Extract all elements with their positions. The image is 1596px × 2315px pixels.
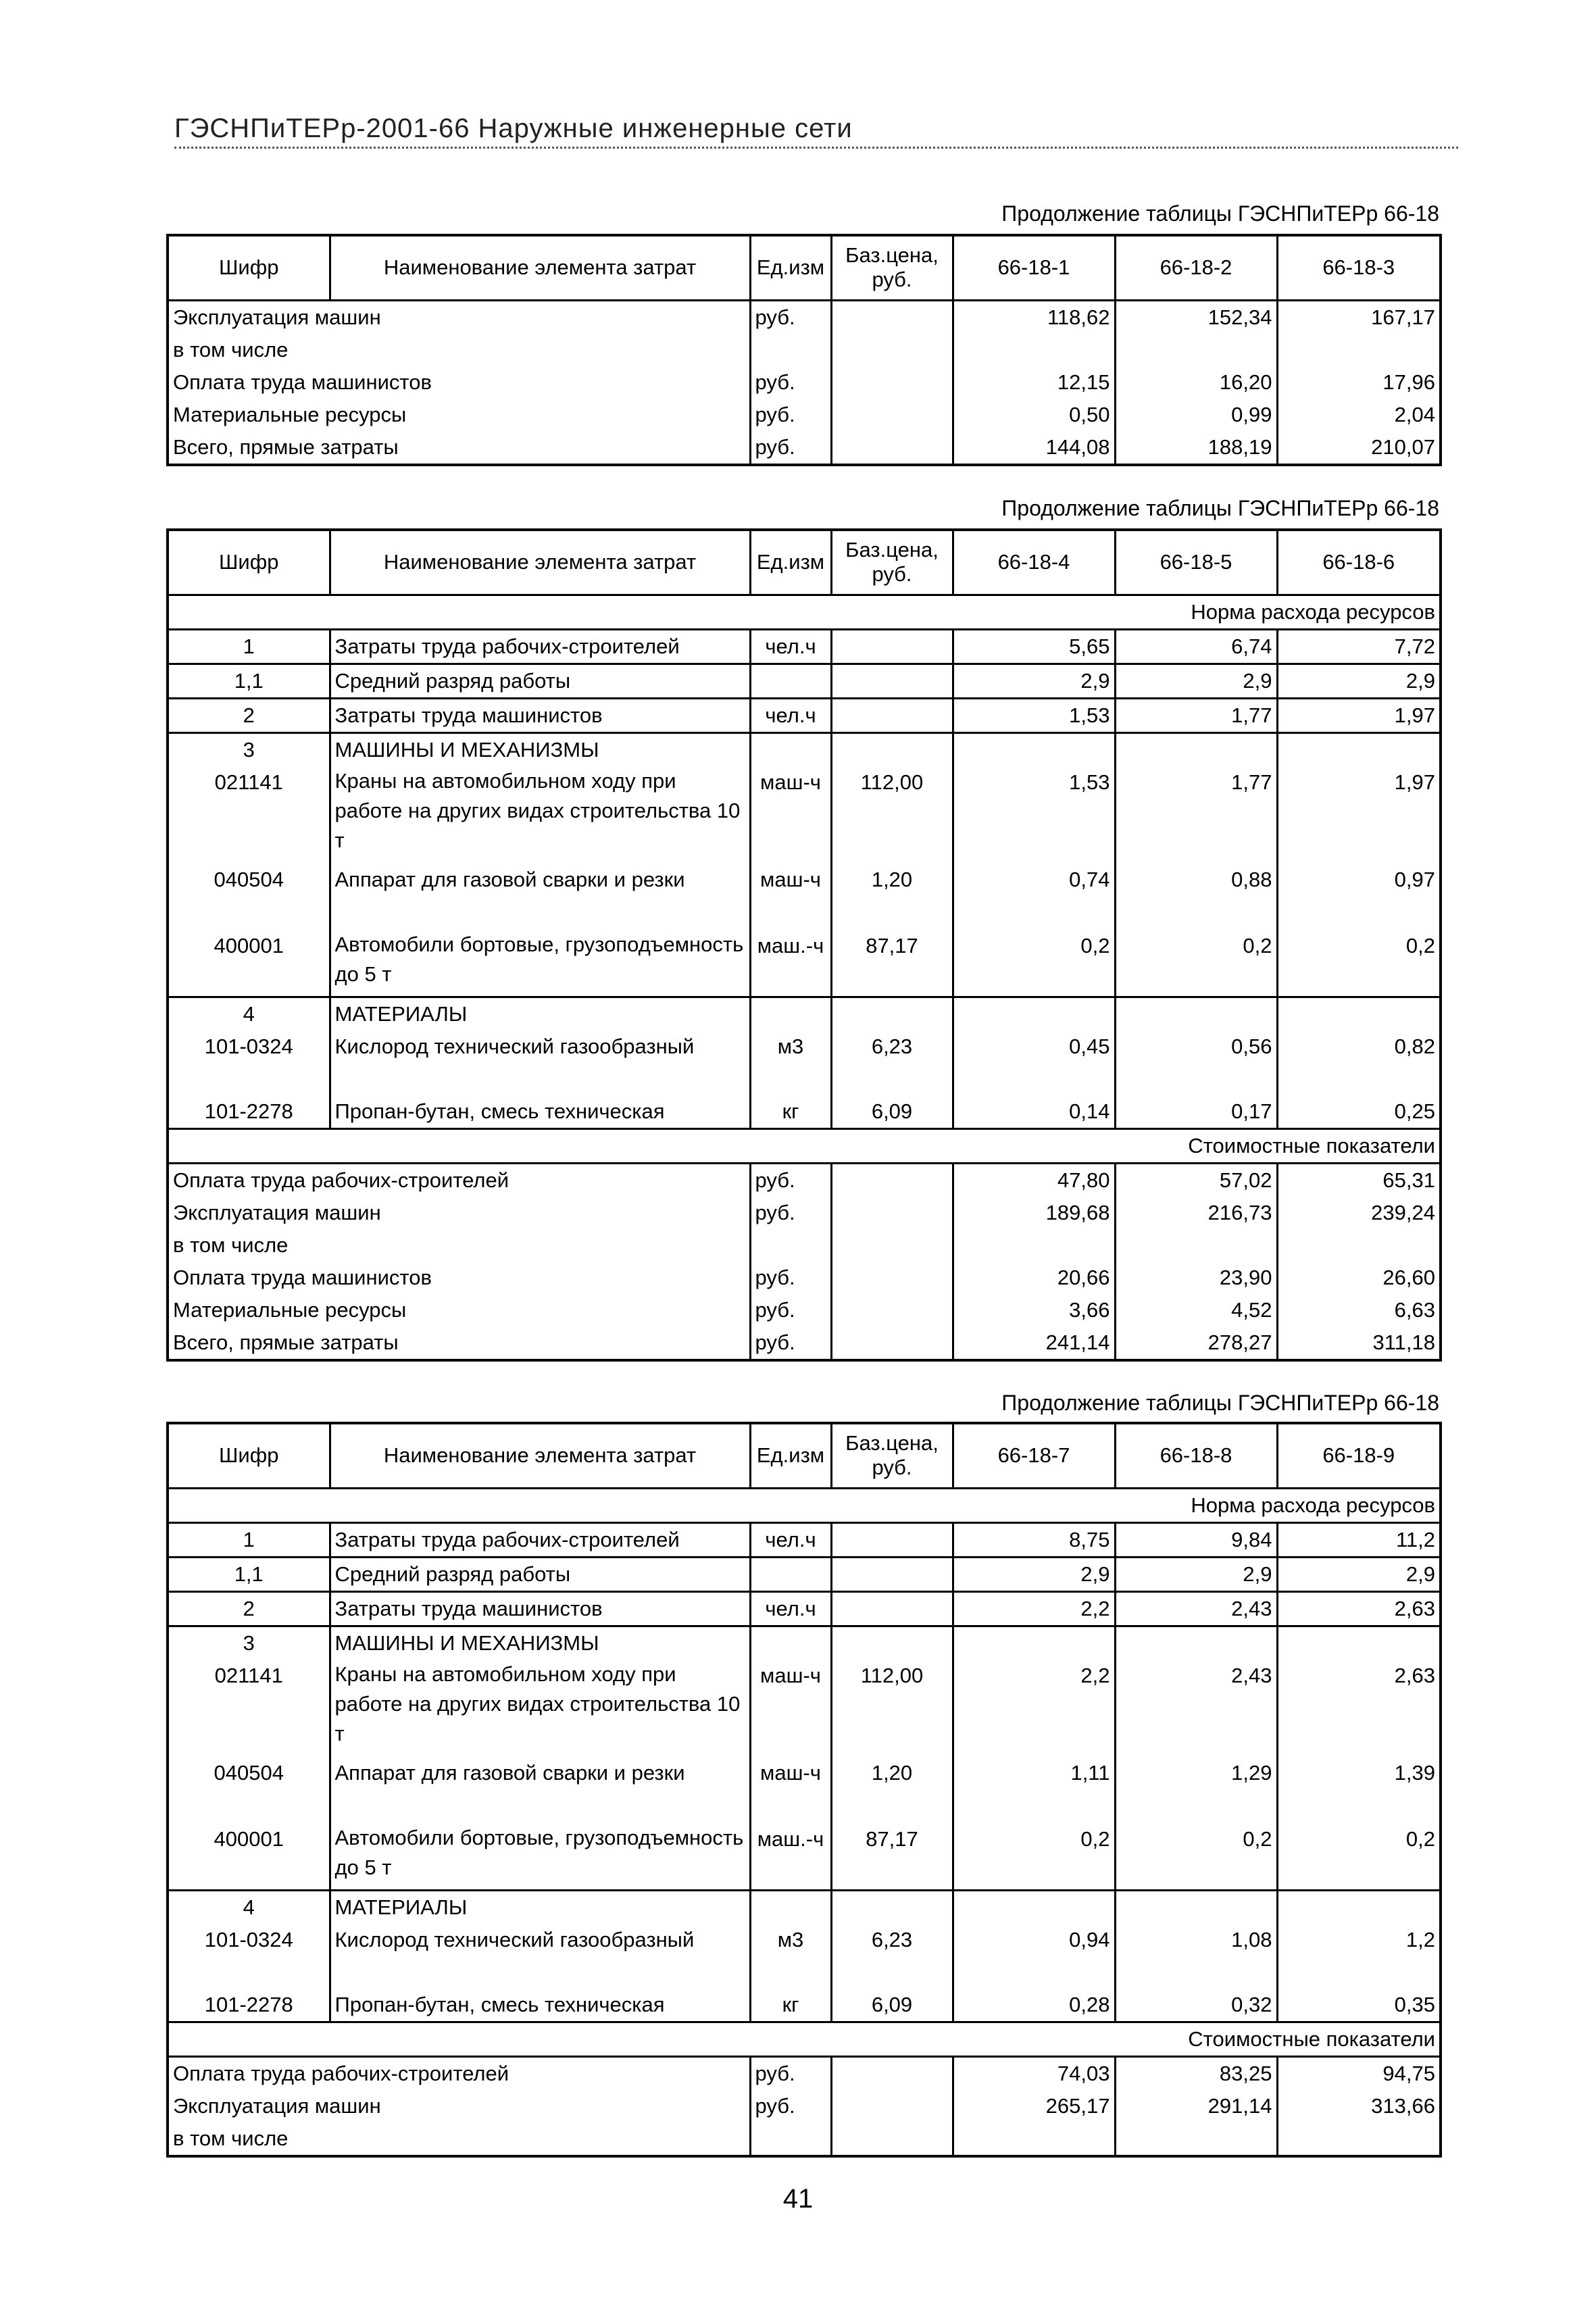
- row-value: 2,9: [1277, 664, 1441, 698]
- row-value: 0,82: [1277, 1030, 1441, 1095]
- total-value: 94,75: [1277, 2057, 1441, 2091]
- row-unit: маш.-ч: [750, 930, 831, 997]
- total-value: 6,63: [1277, 1294, 1441, 1326]
- row-code: 4: [243, 1002, 255, 1026]
- row-value: 2,04: [1277, 399, 1441, 431]
- total-row: [168, 2057, 1441, 2091]
- table-header-row: [168, 235, 1441, 300]
- norm-label-row: [168, 1488, 1441, 1522]
- row-value: 1,08: [1115, 1924, 1277, 1989]
- section-row: [168, 1891, 1441, 1924]
- row-code: 1: [168, 1522, 330, 1557]
- row-value: 0,2: [1277, 1823, 1441, 1891]
- row-unit: маш-ч: [750, 1660, 831, 1757]
- row-value: 0,32: [1115, 1989, 1277, 2022]
- total-name: в том числе: [173, 1233, 289, 1257]
- row-price: 1,20: [831, 864, 953, 930]
- row-value: 1,77: [1115, 698, 1277, 732]
- total-value: 189,68: [953, 1197, 1115, 1229]
- header-col-code: 66-18-8: [1115, 1423, 1277, 1488]
- table3: [166, 1422, 1442, 2158]
- row-name: Затраты труда машинистов: [330, 1591, 750, 1626]
- row-value: 12,15: [953, 366, 1115, 399]
- row-unit: руб.: [750, 399, 831, 431]
- row-value: 167,17: [1277, 300, 1441, 334]
- row-price: [831, 664, 953, 698]
- header-name: Наименование элемента затрат: [330, 235, 750, 300]
- row-value: 0,2: [1277, 930, 1441, 997]
- row-value: 2,63: [1277, 1660, 1441, 1757]
- running-title: ГЭСНПиТЕРр-2001-66 Наружные инженерные сети: [174, 114, 1458, 149]
- row-unit: чел.ч: [750, 698, 831, 732]
- page-number: 41: [782, 2184, 814, 2214]
- total-value: 239,24: [1277, 1197, 1441, 1229]
- table-row: [168, 1757, 1441, 1823]
- row-value: [1277, 334, 1441, 366]
- header-col-code: 66-18-2: [1115, 235, 1277, 300]
- total-value: 20,66: [953, 1262, 1115, 1294]
- row-price: 6,23: [831, 1030, 953, 1095]
- table-row: [168, 334, 1441, 366]
- total-value: [953, 1229, 1115, 1262]
- table1: [166, 234, 1442, 466]
- row-code: 101-2278: [168, 1989, 330, 2022]
- section-row: [168, 1626, 1441, 1660]
- row-price: 6,09: [831, 1989, 953, 2022]
- row-value: 1,2: [1277, 1924, 1441, 1989]
- section-row: [168, 997, 1441, 1031]
- row-unit: чел.ч: [750, 629, 831, 664]
- section-title: МАТЕРИАЛЫ: [330, 1891, 750, 1924]
- table1-caption: Продолжение таблицы ГЭСНПиТЕРр 66-18: [1001, 201, 1439, 226]
- row-value: 0,94: [953, 1924, 1115, 1989]
- row-value: 8,75: [953, 1522, 1115, 1557]
- row-code: 040504: [214, 1760, 284, 1785]
- row-value: [1115, 334, 1277, 366]
- section-title: МАШИНЫ И МЕХАНИЗМЫ: [330, 1626, 750, 1660]
- total-row: [168, 1294, 1441, 1326]
- row-price: [831, 431, 953, 465]
- total-value: 313,66: [1277, 2090, 1441, 2122]
- row-value: 2,9: [953, 1557, 1115, 1591]
- row-value: 1,77: [1115, 766, 1277, 864]
- table-row: [168, 1030, 1441, 1095]
- row-price: 112,00: [831, 766, 953, 864]
- total-name: Оплата труда рабочих-строителей: [173, 2062, 509, 2085]
- header-name: Наименование элемента затрат: [330, 1423, 750, 1488]
- row-unit: маш-ч: [750, 1757, 831, 1823]
- header-base-price: Баз.цена, руб.: [831, 235, 953, 300]
- header-unit: Ед.изм: [750, 235, 831, 300]
- row-value: 1,53: [953, 766, 1115, 864]
- row-name: Средний разряд работы: [330, 664, 750, 698]
- norm-label: Норма расхода ресурсов: [168, 595, 1441, 629]
- table-header-row: [168, 530, 1441, 595]
- total-value: 83,25: [1115, 2057, 1277, 2091]
- total-unit: руб.: [750, 1164, 831, 1197]
- total-row: [168, 1326, 1441, 1360]
- row-value: 152,34: [1115, 300, 1277, 334]
- row-code: 101-2278: [168, 1095, 330, 1129]
- row-name: Аппарат для газовой сварки и резки: [330, 1757, 750, 1823]
- row-price: 6,09: [831, 1095, 953, 1129]
- row-price: [831, 629, 953, 664]
- row-value: 0,2: [1115, 930, 1277, 997]
- table2-caption: Продолжение таблицы ГЭСНПиТЕРр 66-18: [1001, 496, 1439, 520]
- row-unit: маш-ч: [750, 864, 831, 930]
- row-value: 0,97: [1277, 864, 1441, 930]
- row-unit: руб.: [750, 366, 831, 399]
- total-row: [168, 2090, 1441, 2122]
- row-value: 2,43: [1115, 1660, 1277, 1757]
- row-value: 0,74: [953, 864, 1115, 930]
- table-row: [168, 698, 1441, 732]
- row-value: 0,28: [953, 1989, 1115, 2022]
- row-name: Всего, прямые затраты: [173, 434, 399, 459]
- row-value: 2,9: [1115, 664, 1277, 698]
- table-row: [168, 766, 1441, 864]
- table3-caption: Продолжение таблицы ГЭСНПиТЕРр 66-18: [1001, 1391, 1439, 1415]
- row-unit: руб.: [750, 431, 831, 465]
- row-value: 2,9: [953, 664, 1115, 698]
- row-price: 87,17: [831, 1823, 953, 1891]
- row-value: 2,2: [953, 1660, 1115, 1757]
- table-row: [168, 366, 1441, 399]
- header-col-code: 66-18-5: [1115, 530, 1277, 595]
- row-name: Средний разряд работы: [330, 1557, 750, 1591]
- row-value: 1,97: [1277, 698, 1441, 732]
- total-row: [168, 1262, 1441, 1294]
- total-name: Всего, прямые затраты: [173, 1330, 399, 1354]
- row-code: 4: [243, 1895, 255, 1919]
- table-row: [168, 664, 1441, 698]
- table-row: [168, 300, 1441, 334]
- cost-label-row: [168, 1129, 1441, 1164]
- row-name: Затраты труда машинистов: [330, 698, 750, 732]
- row-value: 9,84: [1115, 1522, 1277, 1557]
- row-unit: руб.: [750, 300, 831, 334]
- row-code: 3: [243, 737, 255, 762]
- total-unit: руб.: [750, 1262, 831, 1294]
- table-row: [168, 399, 1441, 431]
- total-value: 23,90: [1115, 1262, 1277, 1294]
- cost-label: Стоимостные показатели: [168, 1129, 1441, 1164]
- norm-label-row: [168, 595, 1441, 629]
- header-name: Наименование элемента затрат: [330, 530, 750, 595]
- total-name: Эксплуатация машин: [173, 2094, 381, 2118]
- row-name: Затраты труда рабочих-строителей: [330, 629, 750, 664]
- row-value: 11,2: [1277, 1522, 1441, 1557]
- row-price: 6,23: [831, 1924, 953, 1989]
- total-value: 26,60: [1277, 1262, 1441, 1294]
- table-row: [168, 1660, 1441, 1757]
- row-value: 188,19: [1115, 431, 1277, 465]
- row-name: Эксплуатация машин: [173, 305, 381, 329]
- row-value: 0,14: [953, 1095, 1115, 1129]
- row-value: 0,2: [1115, 1823, 1277, 1891]
- row-name: Краны на автомобильном ходу при работе на других видах строительства 10 т: [330, 1660, 750, 1757]
- header-col-code: 66-18-7: [953, 1423, 1115, 1488]
- row-unit: м3: [750, 1030, 831, 1095]
- row-name: Краны на автомобильном ходу при работе на других видах строительства 10 т: [330, 766, 750, 864]
- header-unit: Ед.изм: [750, 1423, 831, 1488]
- row-value: 1,29: [1115, 1757, 1277, 1823]
- row-price: [831, 366, 953, 399]
- table-row: [168, 1989, 1441, 2022]
- total-value: 241,14: [953, 1326, 1115, 1360]
- row-value: 2,63: [1277, 1591, 1441, 1626]
- header-code: Шифр: [168, 1423, 330, 1488]
- total-row: [168, 1197, 1441, 1229]
- section-title: МАШИНЫ И МЕХАНИЗМЫ: [330, 732, 750, 766]
- total-value: 291,14: [1115, 2090, 1277, 2122]
- row-value: 0,50: [953, 399, 1115, 431]
- row-value: 2,9: [1115, 1557, 1277, 1591]
- total-value: 65,31: [1277, 1164, 1441, 1197]
- total-value: 74,03: [953, 2057, 1115, 2091]
- row-code: 021141: [214, 770, 283, 794]
- row-name: Затраты труда рабочих-строителей: [330, 1522, 750, 1557]
- table2: [166, 528, 1442, 1362]
- total-value: [1277, 2122, 1441, 2156]
- row-name: Автомобили бортовые, грузоподъемность до 5 т: [330, 1823, 750, 1891]
- total-value: 4,52: [1115, 1294, 1277, 1326]
- total-row: [168, 1229, 1441, 1262]
- header-unit: Ед.изм: [750, 530, 831, 595]
- row-name: в том числе: [173, 337, 289, 362]
- total-unit: руб.: [750, 1197, 831, 1229]
- header-code: Шифр: [168, 530, 330, 595]
- row-value: 1,11: [953, 1757, 1115, 1823]
- row-name: Материальные ресурсы: [173, 402, 407, 426]
- row-value: 0,99: [1115, 399, 1277, 431]
- row-value: [953, 334, 1115, 366]
- row-code: 1,1: [168, 664, 330, 698]
- total-name: Оплата труда рабочих-строителей: [173, 1168, 509, 1192]
- total-unit: руб.: [750, 2090, 831, 2122]
- row-value: 1,97: [1277, 766, 1441, 864]
- total-name: Эксплуатация машин: [173, 1201, 381, 1224]
- header-col-code: 66-18-9: [1277, 1423, 1441, 1488]
- total-value: [1277, 1229, 1441, 1262]
- row-name: Оплата труда машинистов: [173, 370, 432, 394]
- table-header-row: [168, 1423, 1441, 1488]
- row-value: 118,62: [953, 300, 1115, 334]
- total-value: 265,17: [953, 2090, 1115, 2122]
- total-value: 216,73: [1115, 1197, 1277, 1229]
- row-price: [831, 300, 953, 334]
- row-name: Автомобили бортовые, грузоподъемность до 5 т: [330, 930, 750, 997]
- row-price: 1,20: [831, 1757, 953, 1823]
- row-unit: [750, 664, 831, 698]
- row-code: 101-0324: [204, 1928, 293, 1951]
- table-row: [168, 1557, 1441, 1591]
- row-value: 144,08: [953, 431, 1115, 465]
- row-value: 0,25: [1277, 1095, 1441, 1129]
- row-value: 0,17: [1115, 1095, 1277, 1129]
- row-unit: чел.ч: [750, 1522, 831, 1557]
- row-code: 400001: [168, 930, 330, 997]
- row-code: 2: [168, 698, 330, 732]
- row-unit: чел.ч: [750, 1591, 831, 1626]
- cost-label-row: [168, 2022, 1441, 2057]
- row-code: 101-0324: [204, 1035, 293, 1058]
- row-price: [831, 1591, 953, 1626]
- row-name: Пропан-бутан, смесь техническая: [330, 1095, 750, 1129]
- table-row: [168, 1522, 1441, 1557]
- row-value: 0,35: [1277, 1989, 1441, 2022]
- table-row: [168, 864, 1441, 930]
- row-name: Кислород технический газообразный: [330, 1030, 750, 1095]
- row-price: [831, 334, 953, 366]
- total-value: 3,66: [953, 1294, 1115, 1326]
- table-row: [168, 629, 1441, 664]
- row-unit: маш.-ч: [750, 1823, 831, 1891]
- section-row: [168, 732, 1441, 766]
- row-price: [831, 698, 953, 732]
- row-unit: [750, 1557, 831, 1591]
- total-value: 278,27: [1115, 1326, 1277, 1360]
- total-unit: [750, 1229, 831, 1262]
- total-unit: руб.: [750, 1294, 831, 1326]
- total-unit: [750, 2122, 831, 2156]
- row-value: 0,2: [953, 1823, 1115, 1891]
- section-title: МАТЕРИАЛЫ: [330, 997, 750, 1031]
- row-value: 0,88: [1115, 864, 1277, 930]
- row-value: 2,9: [1277, 1557, 1441, 1591]
- header-base-price: Баз.цена, руб.: [831, 530, 953, 595]
- row-value: 2,2: [953, 1591, 1115, 1626]
- row-price: [831, 399, 953, 431]
- total-unit: руб.: [750, 1326, 831, 1360]
- total-value: [1115, 1229, 1277, 1262]
- row-code: 1: [168, 629, 330, 664]
- row-price: [831, 1557, 953, 1591]
- row-price: 87,17: [831, 930, 953, 997]
- header-col-code: 66-18-4: [953, 530, 1115, 595]
- row-unit: кг: [750, 1989, 831, 2022]
- total-value: 47,80: [953, 1164, 1115, 1197]
- total-value: 57,02: [1115, 1164, 1277, 1197]
- total-name: Оплата труда машинистов: [173, 1266, 432, 1289]
- header-col-code: 66-18-1: [953, 235, 1115, 300]
- row-price: 112,00: [831, 1660, 953, 1757]
- row-value: 0,45: [953, 1030, 1115, 1095]
- total-row: [168, 1164, 1441, 1197]
- table-row: [168, 1924, 1441, 1989]
- row-value: 2,43: [1115, 1591, 1277, 1626]
- header-col-code: 66-18-3: [1277, 235, 1441, 300]
- row-value: 1,39: [1277, 1757, 1441, 1823]
- table-row: [168, 1591, 1441, 1626]
- row-unit: маш-ч: [750, 766, 831, 864]
- row-unit: м3: [750, 1924, 831, 1989]
- row-value: 6,74: [1115, 629, 1277, 664]
- row-name: Аппарат для газовой сварки и резки: [330, 864, 750, 930]
- total-name: в том числе: [173, 2126, 289, 2150]
- row-unit: [750, 334, 831, 366]
- header-col-code: 66-18-6: [1277, 530, 1441, 595]
- row-code: 3: [243, 1631, 255, 1655]
- row-unit: кг: [750, 1095, 831, 1129]
- cost-label: Стоимостные показатели: [168, 2022, 1441, 2057]
- row-value: 0,56: [1115, 1030, 1277, 1095]
- table-row: [168, 1095, 1441, 1129]
- row-name: Кислород технический газообразный: [330, 1924, 750, 1989]
- row-value: 1,53: [953, 698, 1115, 732]
- row-name: Пропан-бутан, смесь техническая: [330, 1989, 750, 2022]
- row-code: 2: [168, 1591, 330, 1626]
- row-value: 7,72: [1277, 629, 1441, 664]
- total-unit: руб.: [750, 2057, 831, 2091]
- header-base-price: Баз.цена, руб.: [831, 1423, 953, 1488]
- total-value: [1115, 2122, 1277, 2156]
- table-row: [168, 1823, 1441, 1891]
- header-code: Шифр: [168, 235, 330, 300]
- row-code: 021141: [214, 1663, 283, 1687]
- total-value: 311,18: [1277, 1326, 1441, 1360]
- norm-label: Норма расхода ресурсов: [168, 1488, 1441, 1522]
- row-code: 1,1: [168, 1557, 330, 1591]
- row-value: 210,07: [1277, 431, 1441, 465]
- row-value: 5,65: [953, 629, 1115, 664]
- row-code: 400001: [168, 1823, 330, 1891]
- table-row: [168, 930, 1441, 997]
- total-value: [953, 2122, 1115, 2156]
- row-value: 0,2: [953, 930, 1115, 997]
- table-row: [168, 431, 1441, 465]
- row-code: 040504: [214, 867, 284, 891]
- row-value: 16,20: [1115, 366, 1277, 399]
- total-row: [168, 2122, 1441, 2156]
- total-name: Материальные ресурсы: [173, 1298, 407, 1322]
- row-value: 17,96: [1277, 366, 1441, 399]
- row-price: [831, 1522, 953, 1557]
